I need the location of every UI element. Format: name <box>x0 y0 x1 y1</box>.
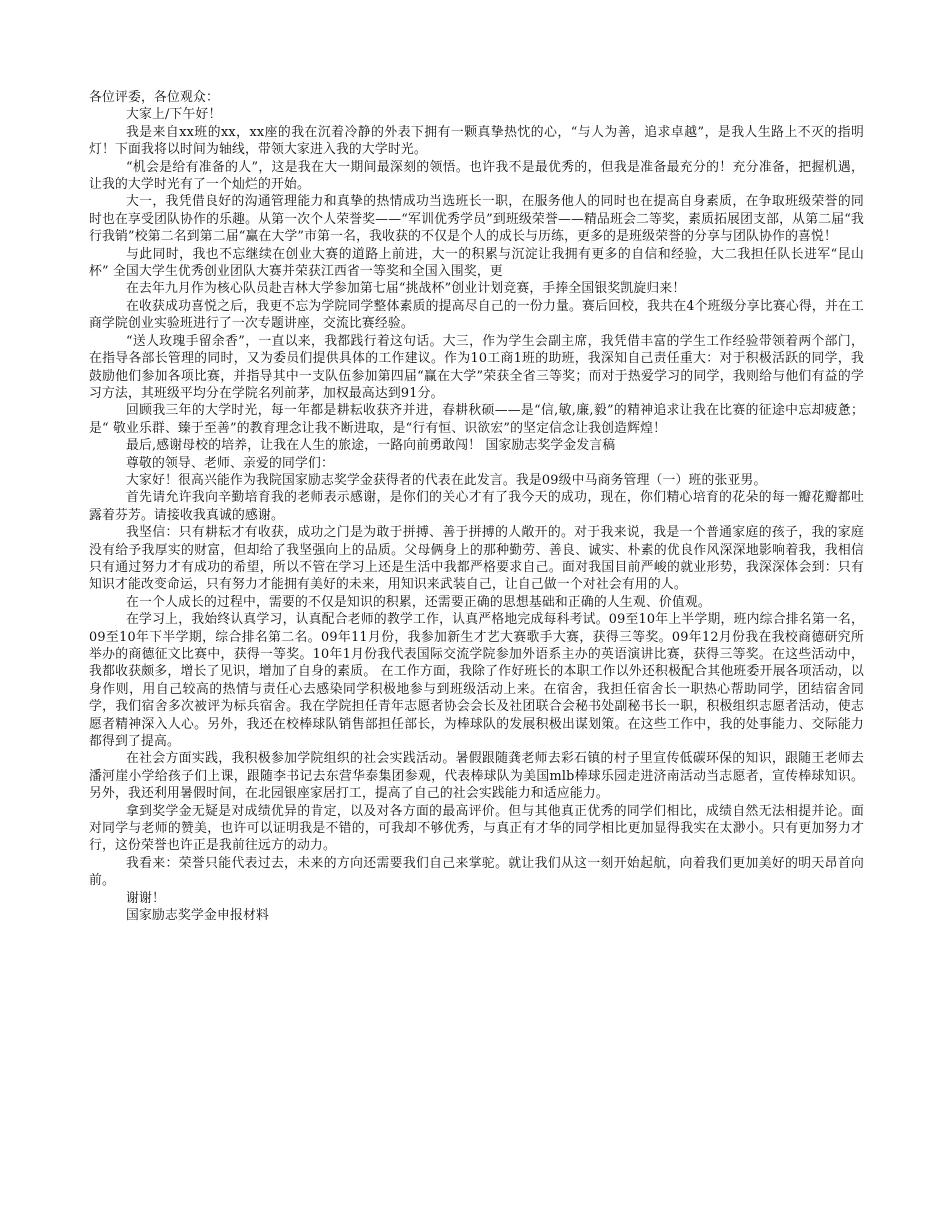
paragraph: 拿到奖学金无疑是对成绩优异的肯定，以及对各方面的最高评价。但与其他真正优秀的同学们相比，成绩自然无法相提并论。面对同学与老师的赞美，也许可以证明我是不错的，可我却不够优秀，与真正有才华的同学相比更加显得我实在太渺小。只有更加努力才行，这份荣誉也许正是我前往远方的动力。 <box>89 803 864 854</box>
paragraph: 大家好！很高兴能作为我院国家励志奖学金获得者的代表在此发言。我是09级中马商务管理（一）班的张亚男。 <box>126 472 767 488</box>
paragraph: 大一，我凭借良好的沟通管理能力和真挚的热情成功当选班长一职，在服务他人的同时也在提高自身素质，在争取班级荣誉的同时也在享受团队协作的乐趣。从第一次个人荣誉奖——“军训优秀学员”到班级荣誉——精品班会二等奖，素质拓展团支部，从第二届“我行我销”校第二名到第二届“赢在大学”市第一名，我收获的不仅是个人的成长与历练，更多的是班级荣誉的分享与团队协作的喜悦！ <box>89 194 864 245</box>
paragraph: 首先请允许我向辛勤培育我的老师表示感谢，是你们的关心才有了我今天的成功，现在，你们精心培育的花朵的每一瓣花瓣都吐露着芬芳。请接收我真诚的感谢。 <box>89 490 864 523</box>
paragraph: 在一个人成长的过程中，需要的不仅是知识的积累，还需要正确的思想基础和正确的人生观、价值观。 <box>126 594 711 610</box>
paragraph: 在去年九月作为核心队员赴吉林大学参加第七届“挑战杯”创业计划竞赛，手捧全国银奖凯旋归来！ <box>126 281 686 297</box>
paragraph: 在学习上，我始终认真学习，认真配合老师的教学工作，认真严格地完成每科考试。09至10年上半学期，班内综合排名第一名，09至10年下半学期，综合排名第二名。09年11月份，我参加新生才艺大赛歌手大赛，获得三等奖。09年12月份我在我校商德研究所举办的商德征文比赛中，获得一等奖。10年1月份我代表国际交流学院参加外语系主办的英语演讲比赛，获得三等奖。在这些活动中，我都收获颇多，增长了见识，增加了自身的素质。 在工作方面，我除了作好班长的本职工作以外还积极配合其他班委开展各项活动，以身作则，用自己较高的热情与责任心去感染同学积极地参与到班级活动上来。在宿舍，我担任宿舍长一职热心帮助同学，团结宿舍同学，我们宿舍多次被评为标兵宿舍。我在学院担任青年志愿者协会会长及社团联合会秘书处副秘书长一职，积极组织志愿者活动，使志愿者精神深入人心。另外，我还在校棒球队销售部担任部长，为棒球队的发展积极出谋划策。在这些工作中，我的处事能力、交际能力都得到了提高。 <box>89 612 864 750</box>
paragraph: “机会是给有准备的人”，这是我在大一期间最深刻的领悟。也许我不是最优秀的，但我是准备最充分的！充分准备，把握机遇，让我的大学时光有了一个灿烂的开始。 <box>89 159 864 193</box>
paragraph: 我看来：荣誉只能代表过去，未来的方向还需要我们自己来掌驼。就让我们从这一刻开始起航，向着我们更加美好的明天昂首向前。 <box>89 855 864 889</box>
paragraph: 我是来自xx班的xx，xx座的我在沉着冷静的外表下拥有一颗真挚热忱的心，“与人为善，追求卓越”，是我人生路上不灭的指明灯！下面我将以时间为轴线，带领大家进入我的大学时光。 <box>89 124 864 158</box>
paragraph: 在收获成功喜悦之后，我更不忘为学院同学整体素质的提高尽自己的一份力量。赛后回校，我共在4个班级分享比赛心得，并在工商学院创业实验班进行了一次专题讲座，交流比赛经验。 <box>89 298 864 332</box>
paragraph: 回顾我三年的大学时光，每一年都是耕耘收获齐并进，春耕秋硕——是“信,敏,廉,毅”的精神追求让我在比赛的征途中忘却疲惫；是“ 敬业乐群、臻于至善”的教育理念让我不断进取，是“行有恒、识欲宏”的坚定信念让我创造辉煌！ <box>89 403 864 436</box>
paragraph: 各位评委，各位观众： <box>89 90 219 105</box>
document-body <box>89 89 864 925</box>
paragraph: “送人玫瑰手留余香”，一直以来，我都践行着这句话。大三，作为学生会副主席，我凭借丰富的学生工作经验带领着两个部门，在指导各部长管理的同时，又为委员们提供具体的工作建议。作为10工商1班的助班，我深知自己责任重大：对于积极活跃的同学，我鼓励他们参加各项比赛，并指导其中一支队伍参加第四届“赢在大学”荣获全省三等奖；而对于热爱学习的同学，我则给与他们有益的学习方法，其班级平均分在学院名列前茅，加权最高达到91分。 <box>89 333 864 401</box>
paragraph: 最后,感谢母校的培养，让我在人生的旅途，一路向前勇敢闯！ 国家励志奖学金发言稿 <box>126 438 616 454</box>
paragraph: 与此同时，我也不忘继续在创业大赛的道路上前进，大一的积累与沉淀让我拥有更多的自信和经验，大二我担任队长进军“昆山杯” 全国大学生优秀创业团队大赛并荣获江西省一等奖和全国入围奖，更 <box>89 246 864 280</box>
paragraph: 在社会方面实践，我积极参加学院组织的社会实践活动。暑假跟随龚老师去彩石镇的村子里宣传低碳环保的知识，跟随王老师去潘河崖小学给孩子们上课，跟随李书记去东营华泰集团参观，代表棒球队为美国mlb棒球乐园走进济南活动当志愿者，宣传棒球知识。另外，我还利用暑假时间，在北园银座家居打工，提高了自己的社会实践能力和适应能力。 <box>89 751 864 802</box>
paragraph: 大家上/下午好！ <box>126 107 222 123</box>
paragraph: 国家励志奖学金申报材料 <box>126 908 269 924</box>
paragraph: 我坚信：只有耕耘才有收获，成功之门是为敢于拼搏、善于拼搏的人敞开的。对于我来说，我是一个普通家庭的孩子，我的家庭没有给予我厚实的财富，但却给了我坚强向上的品质。父母俩身上的那种勤劳、善良、诚实、朴素的优良作风深深地影响着我，我相信只有通过努力才有成功的希望，所以不管在学习上还是生活中我都严格要求自己。面对我国目前严峻的就业形势，我深深体会到：只有知识才能改变命运，只有努力才能拥有美好的未来，用知识来武装自己，让自己做一个对社会有用的人。 <box>89 525 864 593</box>
paragraph: 尊敬的领导、老师、亲爱的同学们： <box>126 455 334 471</box>
paragraph: 谢谢！ <box>126 890 165 906</box>
